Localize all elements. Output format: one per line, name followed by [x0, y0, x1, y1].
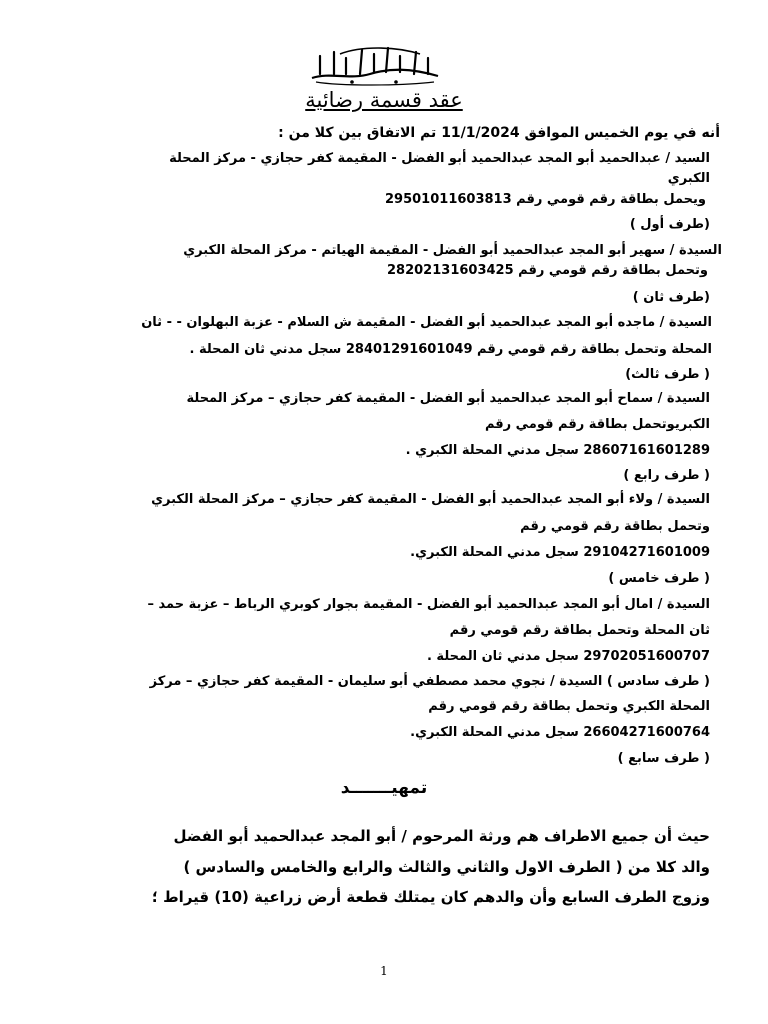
party-label: ( طرف سابع ) [617, 751, 710, 766]
party-label: ( طرف رابع ) [623, 468, 710, 483]
body-line: وزوج الطرف السابع وأن والدهم كان يمتلك قطعة أرض زراعية (10) قيراط ؛ [151, 888, 710, 906]
party-label: (طرف ثان ) [632, 290, 710, 305]
party-line: وتحمل بطاقة رقم قومي رقم 28202131603425 [387, 263, 708, 278]
body-line: والد كلا من ( الطرف الاول والثاني والثالث والرابع والخامس والسادس ) [183, 858, 710, 876]
party-line: 28607161601289 سجل مدني المحلة الكبري . [405, 443, 710, 458]
page-number: 1 [380, 964, 388, 978]
intro-line: أنه في يوم الخميس الموافق 11/1/2024 تم الاتفاق بين كلا من : [278, 125, 720, 141]
party-line: المحلة الكبري وتحمل بطاقة رقم قومي رقم [428, 699, 710, 714]
party-line: 29702051600707 سجل مدني ثان المحلة . [426, 649, 710, 664]
basmala-calligraphy-logo [300, 44, 450, 86]
section-heading: تمهيـــــــد [340, 778, 428, 798]
party-line: ثان المحلة وتحمل بطاقة رقم قومي رقم [449, 623, 710, 638]
party-label: ( طرف خامس ) [608, 571, 710, 586]
party-line: السيدة / امال أبو المجد عبدالحميد أبو الفضل - المقيمة بجوار كوبري الرباط – عزبة حمد – [147, 597, 710, 612]
party-line: السيد / عبدالحميد أبو المجد عبدالحميد أبو الفضل - المقيمة كفر حجازي - مركز المحلة [169, 151, 710, 166]
party-line: الكبريوتحمل بطاقة رقم قومي رقم [484, 417, 710, 432]
party-line: السيدة / سماح أبو المجد عبدالحميد أبو الفضل - المقيمة كفر حجازي – مركز المحلة [186, 391, 710, 406]
body-line: حيث أن جميع الاطراف هم ورثة المرحوم / أبو المجد عبدالحميد أبو الفضل [173, 827, 710, 845]
party-line: الكبري [667, 171, 710, 186]
party-label: ( طرف ثالث) [625, 367, 710, 382]
party-line: السيدة / سهير أبو المجد عبدالحميد أبو الفضل - المقيمة الهياتم - مركز المحلة الكبري [183, 243, 722, 258]
party-line: 26604271600764 سجل مدني المحلة الكبري. [410, 725, 710, 740]
party-line: السيدة / ماجده أبو المجد عبدالحميد أبو الفضل - المقيمة ش السلام - عزبة البهلوان - - ثان [141, 315, 712, 330]
party-line: وتحمل بطاقة رقم قومي رقم [520, 519, 710, 534]
party-line: 29104271601009 سجل مدني المحلة الكبري. [410, 545, 710, 560]
party-line: ويحمل بطاقة رقم قومي رقم 29501011603813 [385, 192, 706, 207]
party-line: المحلة وتحمل بطاقة رقم قومي رقم 28401291601049 سجل مدني ثان المحلة . [189, 342, 712, 357]
party-label: (طرف أول ) [629, 217, 710, 232]
party-line: ( طرف سادس ) السيدة / نجوي محمد مصطفي أبو سليمان - المقيمة كفر حجازي – مركز [149, 674, 710, 689]
party-line: السيدة / ولاء أبو المجد عبدالحميد أبو الفضل - المقيمة كفر حجازي – مركز المحلة الكبري [151, 492, 710, 507]
contract-title: عقد قسمة رضائية [305, 88, 463, 112]
